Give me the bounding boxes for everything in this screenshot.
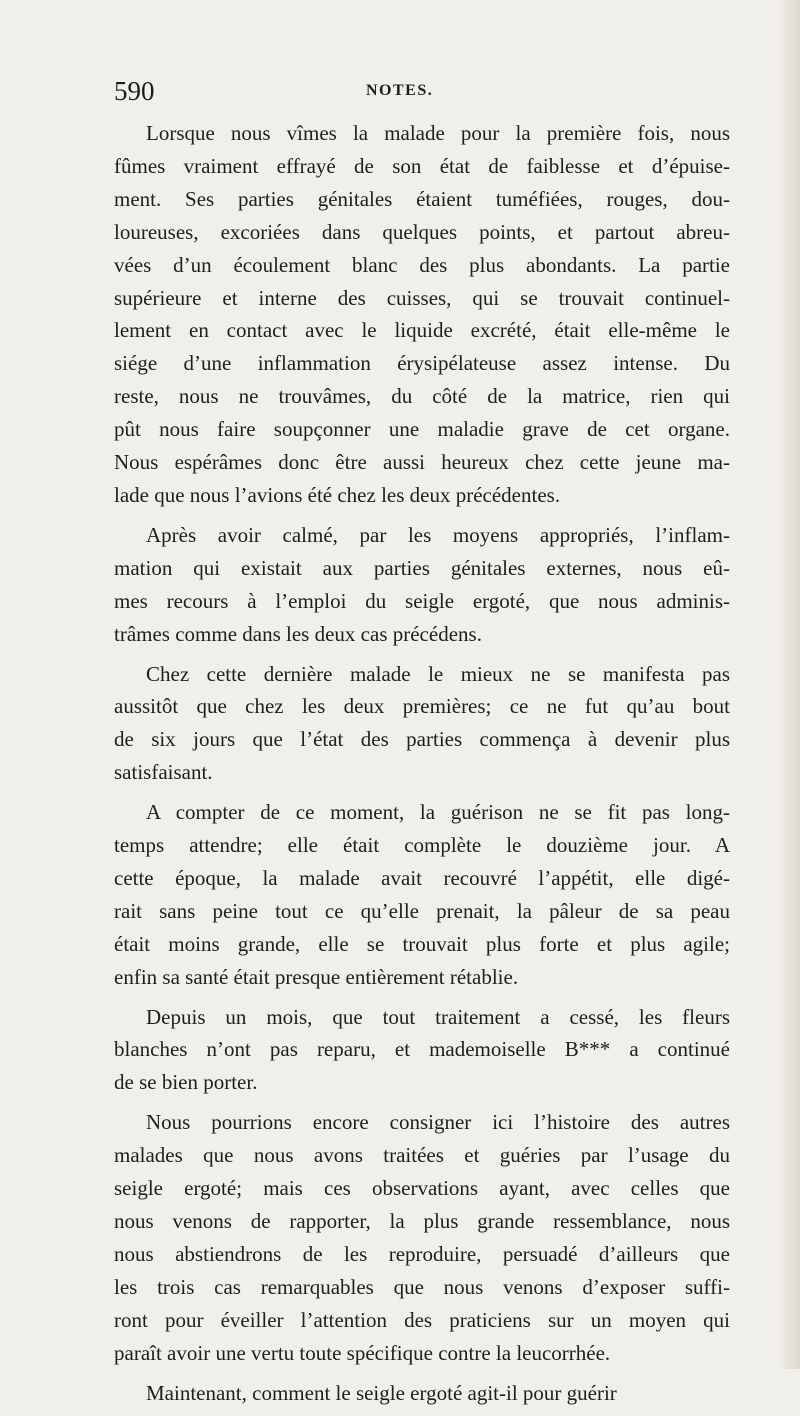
paragraph (114, 796, 730, 993)
text-line: nous abstiendrons de les reproduire, persuadé d’ailleurs que (114, 1241, 730, 1266)
body-text (114, 117, 730, 1416)
text-line: satisfaisant. (114, 760, 213, 785)
text-line: paraît avoir une vertu toute spécifique contre la leucorrhée. (114, 1340, 611, 1365)
text-line: de se bien porter. (114, 1070, 258, 1095)
text-line: de six jours que l’état des parties commença à devenir plus (114, 727, 730, 752)
text-line: blanches n’ont pas reparu, et mademoiselle B*** a continué (114, 1037, 730, 1062)
text-line: ront pour éveiller l’attention des praticiens sur un moyen qui (114, 1307, 730, 1332)
text-line: Depuis un mois, que tout traitement a cessé, les fleurs (146, 1004, 730, 1029)
text-line: mation qui existait aux parties génitales externes, nous eû- (114, 555, 730, 580)
text-line: loureuses, excoriées dans quelques points, et partout abreu- (114, 219, 730, 244)
text-line: enfin sa santé était presque entièrement rétablie. (114, 964, 519, 989)
page-edge-shadow (778, 0, 800, 1369)
text-line: siége d’une inflammation érysipélateuse assez intense. Du (114, 351, 730, 376)
text-line: Maintenant, comment le seigle ergoté agit-il pour guérir (146, 1380, 617, 1405)
text-line: Nous espérâmes donc être aussi heureux chez cette jeune ma- (114, 450, 730, 475)
paragraph (114, 519, 730, 651)
text-line: trâmes comme dans les deux cas précédens. (114, 621, 482, 646)
paragraph (114, 1001, 730, 1100)
text-line: nous venons de rapporter, la plus grande ressemblance, nous (114, 1209, 730, 1233)
text-line: Nous pourrions encore consigner ici l’histoire des autres (146, 1110, 730, 1135)
page-header (114, 76, 726, 112)
text-line: Lorsque nous vîmes la malade pour la première fois, nous (146, 121, 730, 145)
text-line: aussitôt que chez les deux premières; ce ne fut qu’au bout (114, 694, 730, 719)
text-line: Après avoir calmé, par les moyens appropriés, l’inflam- (146, 522, 730, 547)
paragraph (114, 658, 730, 790)
text-line: lement en contact avec le liquide excrété, était elle-même le (114, 318, 730, 343)
text-line: supérieure et interne des cuisses, qui se trouvait continuel- (114, 285, 730, 310)
text-line: A compter de ce moment, la guérison ne se fit pas long- (146, 800, 730, 825)
text-line: seigle ergoté; mais ces observations ayant, avec celles que (114, 1176, 730, 1201)
page-number: 590 (114, 76, 155, 106)
text-line: lade que nous l’avions été chez les deux précédentes. (114, 482, 561, 507)
running-head: NOTES. (366, 82, 434, 99)
text-line: les trois cas remarquables que nous venons d’exposer suffi- (114, 1274, 730, 1299)
text-line: pût nous faire soupçonner une maladie grave de cet organe. (114, 417, 730, 442)
text-line: temps attendre; elle était complète le douzième jour. A (114, 833, 730, 858)
paragraph (114, 117, 730, 512)
text-line: mes recours à l’emploi du seigle ergoté, que nous adminis- (114, 588, 730, 613)
text-line: fûmes vraiment effrayé de son état de faiblesse et d’épuise- (114, 153, 730, 178)
text-line: ment. Ses parties génitales étaient tuméfiées, rouges, dou- (114, 186, 730, 211)
paragraph (114, 1377, 730, 1410)
text-line: était moins grande, elle se trouvait plus forte et plus agile; (114, 931, 730, 956)
paragraph (114, 1106, 730, 1369)
text-line: Chez cette dernière malade le mieux ne se manifesta pas (146, 661, 730, 686)
text-line: reste, nous ne trouvâmes, du côté de la matrice, rien qui (114, 384, 730, 409)
text-line: malades que nous avons traitées et guéries par l’usage du (114, 1143, 730, 1168)
text-line: vées d’un écoulement blanc des plus abondants. La partie (114, 252, 730, 277)
text-line: cette époque, la malade avait recouvré l’appétit, elle digé- (114, 865, 730, 890)
text-line: rait sans peine tout ce qu’elle prenait, la pâleur de sa peau (114, 898, 730, 923)
